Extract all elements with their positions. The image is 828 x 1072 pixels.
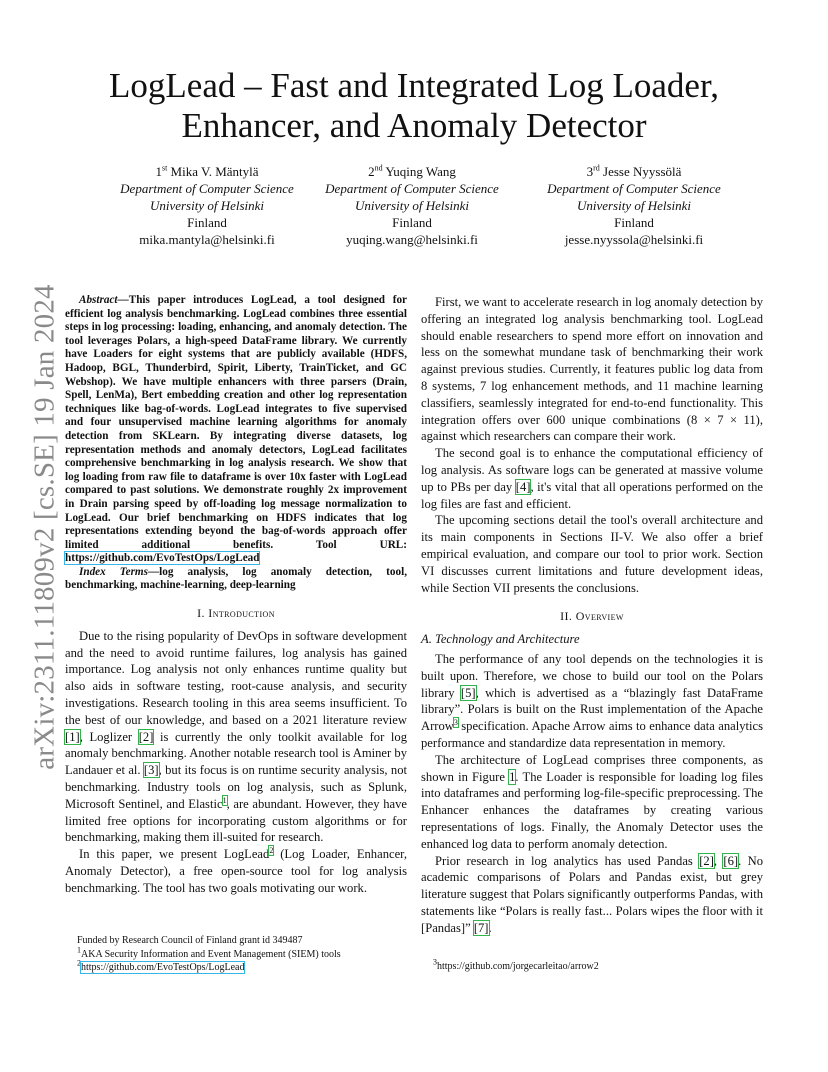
citation-link[interactable]: [2] <box>138 729 154 744</box>
footnote: $^2$https://github.com/EvoTestOps/LogLead <box>77 958 245 973</box>
footnote-url: https://github.com/jorgecarleitao/arrow2 <box>437 961 599 972</box>
citation-link[interactable]: [1] <box>65 729 80 744</box>
author-block <box>87 163 327 248</box>
author-name: 1st Mika V. Mäntylä <box>155 163 259 179</box>
author-email[interactable]: yuqing.wang@helsinki.fi <box>346 232 478 247</box>
intro-paragraph: In this paper, we present LogLead$^2$ (Log Loader, Enhancer, Anomaly Detector), a free open-source tool for log analysis benchmarking. The tool has two goals motivating our work. <box>65 846 408 895</box>
left-column <box>65 294 407 897</box>
author-country: Finland <box>614 215 654 230</box>
footnote-ref[interactable]: 1 <box>222 795 227 805</box>
author-university: University of Helsinki <box>354 198 470 213</box>
author-department: Department of Computer Science <box>547 181 721 196</box>
body-paragraph: The architecture of LogLead comprises three components, as shown in Figure 1. The Loader is responsible for loading log files into dataframes and performing log-file-specific preprocessing. The Enhancer enhances the dataframes by creating various representations of logs. Finally, the Anomaly Detector uses the enhanced log data to perform anomaly detection. <box>421 752 763 851</box>
author-name: 2nd Yuqing Wang <box>368 163 456 179</box>
abstract <box>65 294 407 566</box>
footnote-ref[interactable]: 3 <box>453 717 458 727</box>
author-email[interactable]: jesse.nyyssola@helsinki.fi <box>564 232 704 247</box>
body-paragraph: The upcoming sections detail the tool's overall architecture and its main components in Sections II-V. We also offer a brief empirical evaluation, and compare our tool to prior work. Section VI discusses current limitations and future development ideas, while Section VII presents the conclusions. <box>421 513 763 595</box>
body-paragraph: Prior research in log analytics has used Pandas [2], [6]. No academic comparisons of Polars and Pandas exist, but grey literature suggest that Polars significantly outperforms Pandas, with statements like “Polars is really fast... Polars wipes the floor with it [Pandas]” [7]. <box>421 853 763 935</box>
author-university: University of Helsinki <box>576 198 692 213</box>
author-block <box>514 163 754 248</box>
author-country: Finland <box>392 215 432 230</box>
footnote: $^3$https://github.com/jorgecarleitao/arrow2 <box>433 957 599 972</box>
citation-link[interactable]: [2] <box>699 853 714 868</box>
citation-link[interactable]: [7] <box>473 920 489 935</box>
citation-link[interactable]: [3] <box>143 763 159 778</box>
author-university: University of Helsinki <box>149 198 265 213</box>
tool-url-link[interactable]: https://github.com/EvoTestOps/LogLead <box>65 552 260 565</box>
funding-note: Funded by Research Council of Finland grant id 349487 <box>77 935 303 946</box>
author-department: Department of Computer Science <box>325 181 499 196</box>
abstract-label: Abstract <box>79 294 118 306</box>
section-heading-introduction: I. Introduction <box>197 606 275 621</box>
footnotes-right <box>433 957 763 974</box>
body-paragraph: The performance of any tool depends on the technologies it is built upon. Therefore, we chose to build our tool on the Polars library [5], which is advertised as a “blazingly fast DataFrame library”. Polars is built on the Rust implementation of the Apache Arrow$^3$ specification. Apache Arrow aims to enhance data analytics performance and standardize data representation in memory. <box>421 651 763 750</box>
figure-link[interactable]: 1 <box>509 769 516 784</box>
index-terms-text: —log analysis, log anomaly detection, tool, benchmarking, machine-learning, deep-learning <box>65 565 407 592</box>
author-block <box>292 163 532 248</box>
citation-link[interactable]: [6] <box>723 853 739 868</box>
paper-title: LogLead – Fast and Integrated Log Loader, Enhancer, and Anomaly Detector <box>109 66 719 145</box>
index-terms-label: Index Terms <box>79 565 148 578</box>
body-paragraph: First, we want to accelerate research in log anomaly detection by offering an integrated log analysis benchmarking tool. LogLead should enable researchers to spend more effort on innovation and less on the somewhat mundane task of benchmarking their work against previous studies. Currently, it features public log data from 8 systems, 7 log enhancement methods, and 11 machine learning classifiers, seamlessly integrated for end-to-end functionality. This integration offers over 600 unique combinations (8 × 7 × 11), against which researchers can compare their work. <box>421 295 763 444</box>
author-department: Department of Computer Science <box>120 181 294 196</box>
subsection-heading: A. Technology and Architecture <box>421 632 580 647</box>
author-country: Finland <box>187 215 227 230</box>
footnote-ref[interactable]: 2 <box>269 846 274 856</box>
footnote-url-link[interactable]: https://github.com/EvoTestOps/LogLead <box>81 962 245 973</box>
index-terms <box>65 566 407 593</box>
right-column <box>421 294 763 936</box>
arxiv-identifier-stamp: arXiv:2311.11809v2 [cs.SE] 19 Jan 2024 <box>28 284 61 770</box>
section-heading-overview: II. Overview <box>560 609 624 624</box>
footnotes-left <box>77 934 407 975</box>
footnote: $^1$AKA Security Information and Event Management (SIEM) tools <box>77 945 341 960</box>
citation-link[interactable]: [4] <box>515 479 531 494</box>
citation-link[interactable]: [5] <box>460 685 476 700</box>
author-name: 3rd Jesse Nyyssölä <box>586 163 682 179</box>
author-email[interactable]: mika.mantyla@helsinki.fi <box>139 232 275 247</box>
abstract-text: —This paper introduces LogLead, a tool designed for efficient log analysis benchmarking. LogLead combines three essential steps in log processing: loading, enhancing, and anomaly detection. The tool leverages Polars, a high-speed DataFrame library. We currently have Loaders for eight systems that are publicly available (HDFS, Hadoop, BGL, Thunderbird, Spirit, Liberty, TrainTicket, and GC Webshop). We have multiple enhancers with three parsers (Drain, Spell, LenMa), Bert embedding creation and other log representation techniques like bag-of-words. LogLead integrates to five supervised and four unsupervised machine learning algorithms for anomaly detection from SKLearn. By integrating diverse datasets, log representation methods and anomaly detectors, LogLead facilitates comprehensive benchmarking in log analysis research. We show that log loading from raw file to dataframe is over 10x faster with LogLead compared to past solutions. We demonstrate roughly 2x improvement in Drain parsing speed by off-loading log message normalization to LogLead. Our brief benchmarking on HDFS indicates that log representations extending beyond the bag-of-words approach offer limited additional benefits. Tool URL: <box>65 294 407 551</box>
intro-paragraph: Due to the rising popularity of DevOps in software development and the need to avoid runtime failures, log analysis has gained importance. Log analysis not only enhances runtime quality but also aids in software testing, root-cause analysis, and security investigations. Research tooling in this area seems insufficient. To the best of our knowledge, and based on a 2021 literature review [1], Loglizer [2] is currently the only toolkit available for log anomaly benchmarking. Another notable research tool is Aminer by Landauer et al. [3], but its focus is on runtime security analysis, not benchmarking. Industry tools on log analysis, such as Splunk, Microsoft Sentinel, and Elastic$^1$, are abundant. However, they have limited free options for incorporating custom algorithms or for benchmarking, making them ill-suited for research. <box>65 628 407 845</box>
body-paragraph: The second goal is to enhance the computational efficiency of log analysis. As software logs can be generated at massive volume up to PBs per day [4], it's vital that all operations performed on the log files are fast and efficient. <box>421 446 763 511</box>
